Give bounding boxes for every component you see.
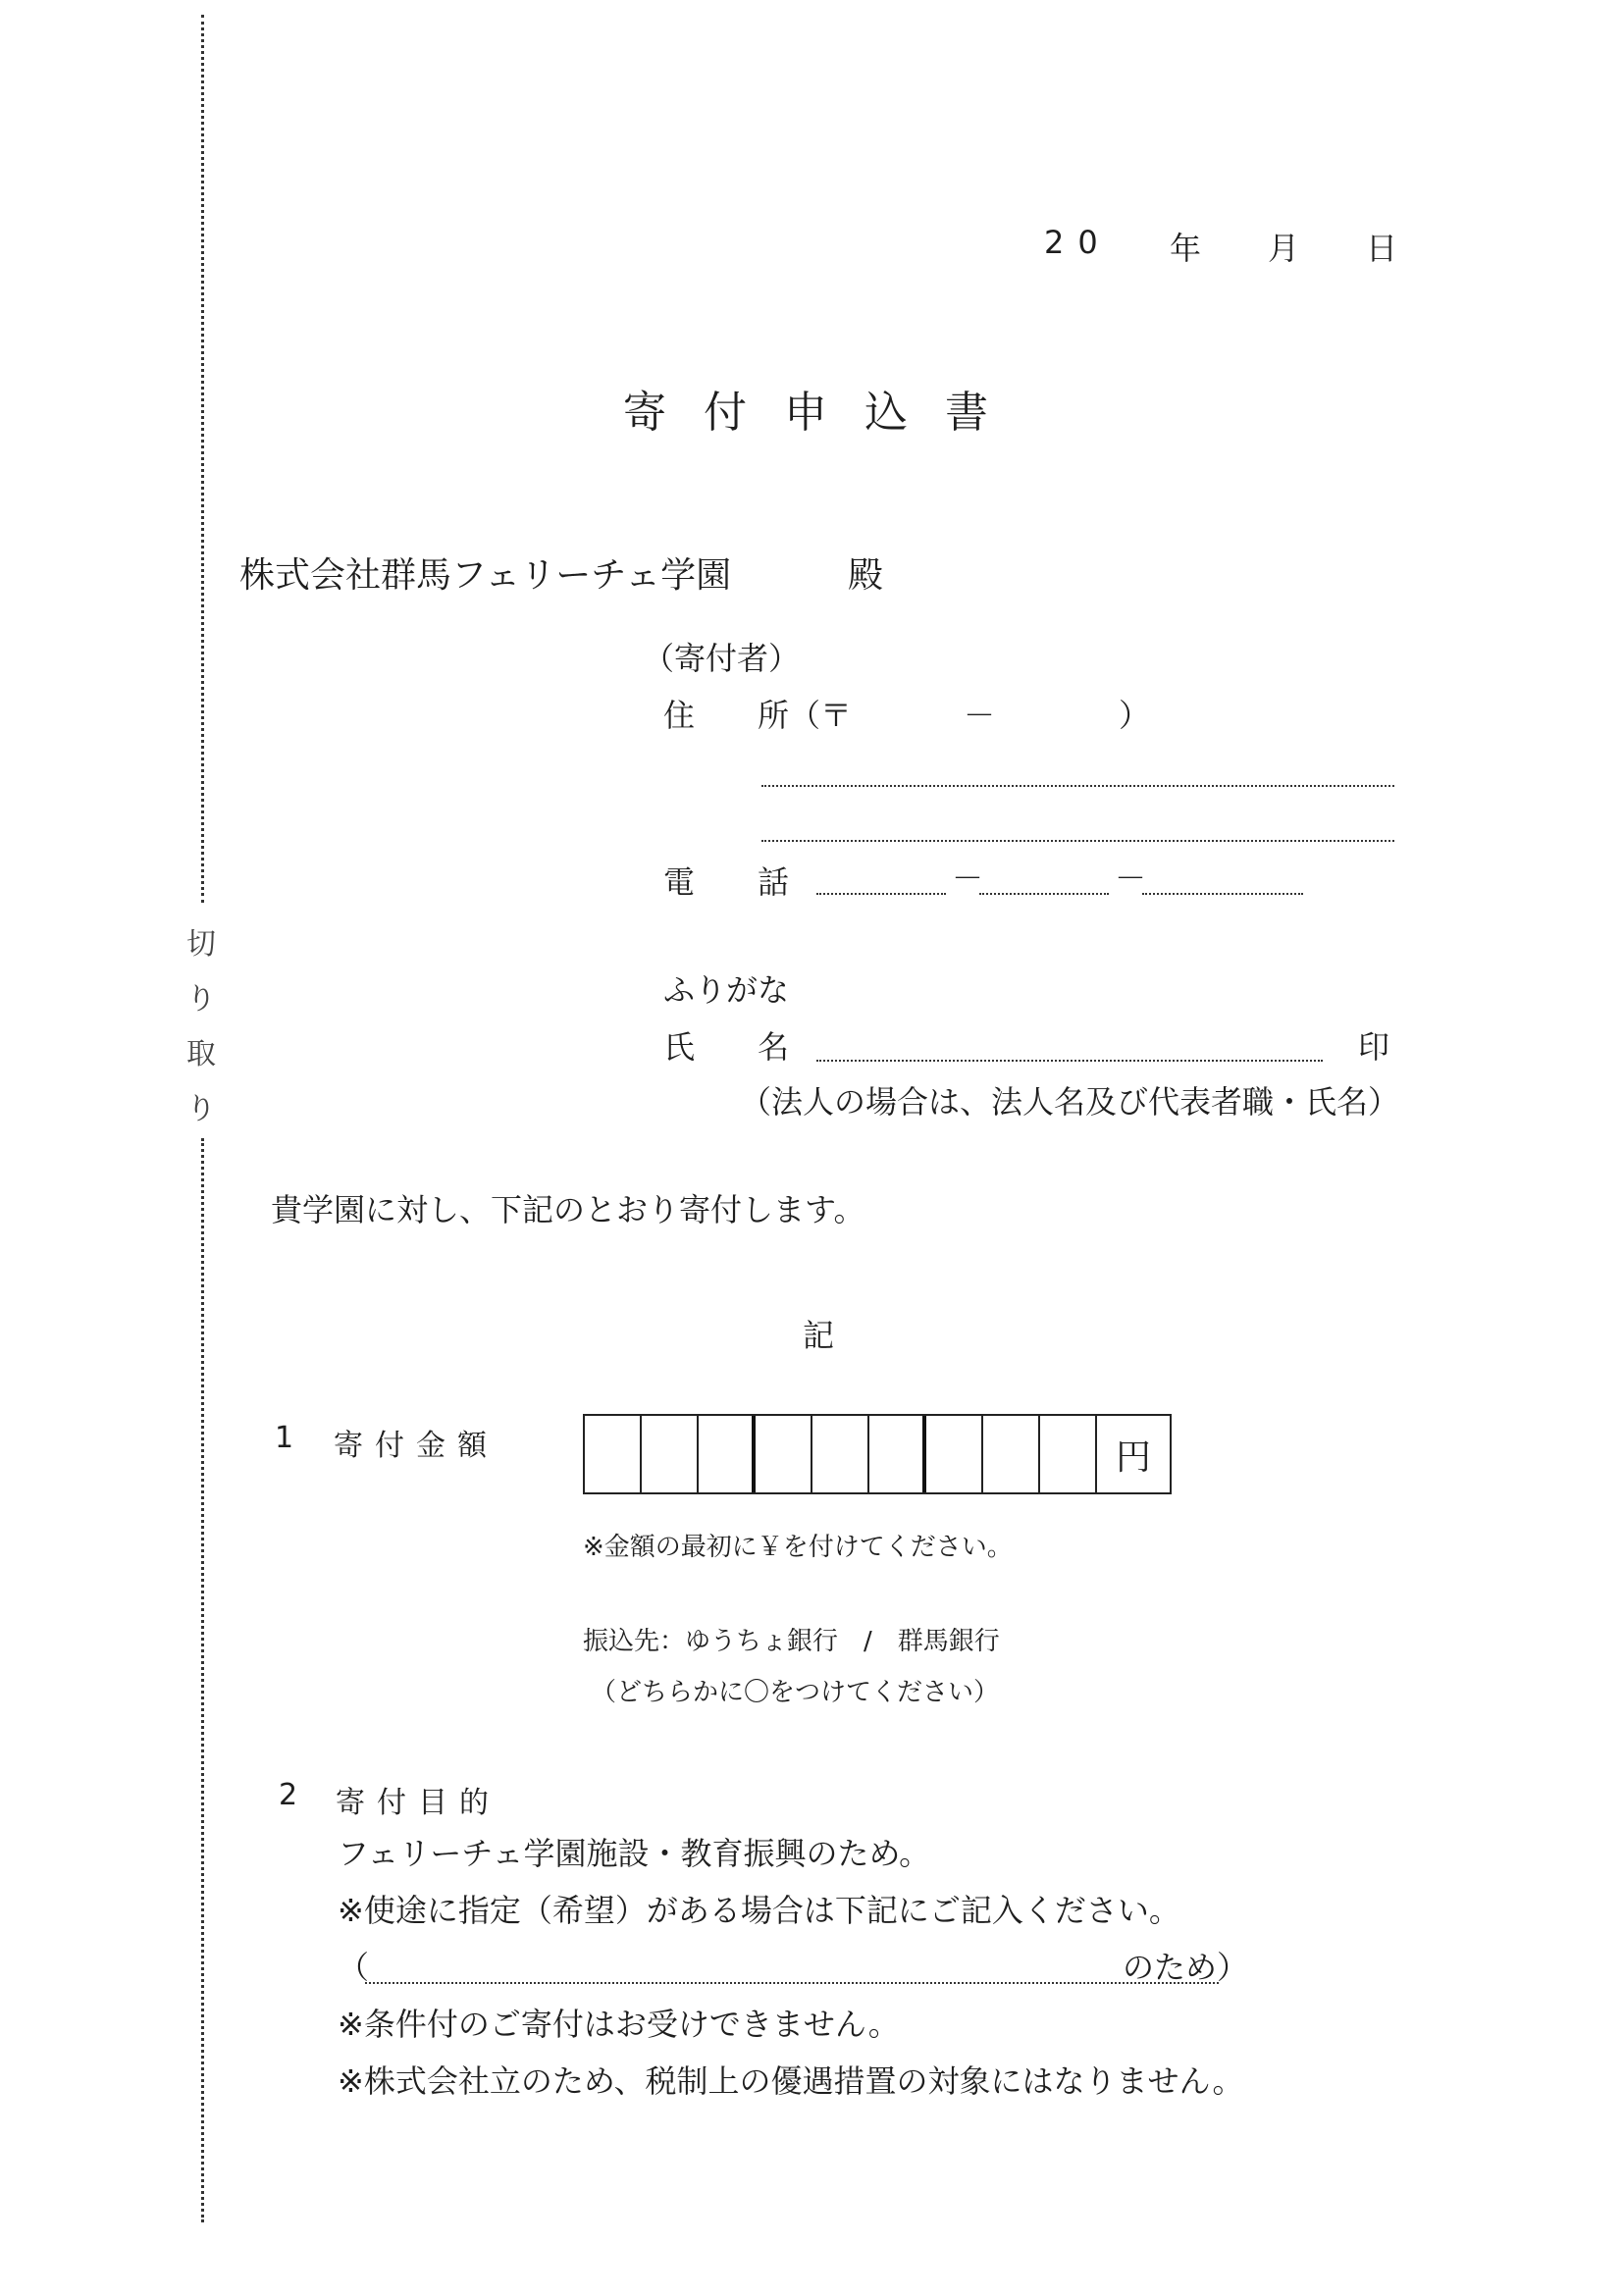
cut-label-char: 取 [186,1037,216,1071]
amount-box [583,1414,1172,1494]
amount-digit-cell[interactable] [756,1416,812,1492]
conditional-note: ※条件付のご寄付はお受けできません。 [338,2006,900,2043]
date-month: 月 [1268,230,1300,267]
amount-yen-cell: 円 [1115,1436,1151,1478]
purpose-default: フェリーチェ学園施設・教育振興のため。 [338,1835,931,1872]
tax-note: ※株式会社立のため、税制上の優遇措置の対象にはなりません。 [338,2062,1244,2100]
phone-field[interactable] [816,893,946,895]
item1-number: 1 [275,1421,294,1455]
item1-label: 寄付金額 [334,1429,498,1463]
amount-digit-cell[interactable] [642,1416,699,1492]
transfer-note: （どちらかに〇をつけてください） [591,1678,1000,1707]
name-field[interactable] [816,1060,1323,1062]
cut-line [201,15,204,903]
address-line[interactable] [761,785,1394,787]
purpose-tame: のため） [1123,1949,1249,1986]
page-title: 寄付申込書 [623,388,1025,438]
furigana-label: ふりがな [663,971,790,1009]
phone-label: 電 話 [663,863,790,901]
amount-digit-cell[interactable] [983,1416,1040,1492]
amount-digit-cell[interactable] [812,1416,869,1492]
date-year: 年 [1170,230,1202,267]
postal-dash: － [964,697,996,734]
amount-digit-cell[interactable] [585,1416,642,1492]
cut-line [201,1138,204,2222]
cut-label-char: り [186,982,216,1017]
addressee-honorific: 殿 [848,555,884,596]
date-year-prefix: 20 [1044,224,1112,261]
phone-dash: － [1115,860,1147,897]
phone-field[interactable] [1142,893,1303,895]
postal-close: ） [1119,697,1151,734]
ki-heading: 記 [803,1317,835,1354]
cut-label-char: り [186,1092,216,1126]
name-label: 氏 名 [663,1028,790,1066]
donor-section-label: （寄付者） [643,640,801,677]
address-line[interactable] [761,840,1394,842]
transfer-destination: 振込先：ゆうちょ銀行 / 群馬銀行 [583,1627,1000,1656]
phone-dash: － [952,860,984,897]
item2-label: 寄付目的 [336,1786,500,1820]
intro-text: 貴学園に対し、下記のとおり寄付します。 [271,1191,865,1228]
amount-digit-cell[interactable] [926,1416,983,1492]
purpose-field[interactable] [365,1982,1219,1984]
item2-number: 2 [279,1778,298,1812]
seal-mark: 印 [1358,1028,1390,1066]
cut-label [184,917,218,1137]
address-label: 住 所（〒 [663,697,853,734]
corporate-note: （法人の場合は、法人名及び代表者職・氏名） [740,1083,1400,1121]
purpose-instruction: ※使途に指定（希望）がある場合は下記にご記入ください。 [338,1892,1180,1929]
date-day: 日 [1366,230,1398,267]
cut-label-char: 切 [186,927,216,962]
addressee-name: 株式会社群馬フェリーチェ学園 [239,555,732,596]
amount-digit-cell[interactable] [1040,1416,1097,1492]
phone-field[interactable] [979,893,1109,895]
amount-digit-cell[interactable] [869,1416,926,1492]
amount-digit-cell[interactable] [699,1416,756,1492]
purpose-open-paren: （ [338,1949,370,1986]
amount-note: ※金額の最初に￥を付けてください。 [583,1533,1013,1562]
